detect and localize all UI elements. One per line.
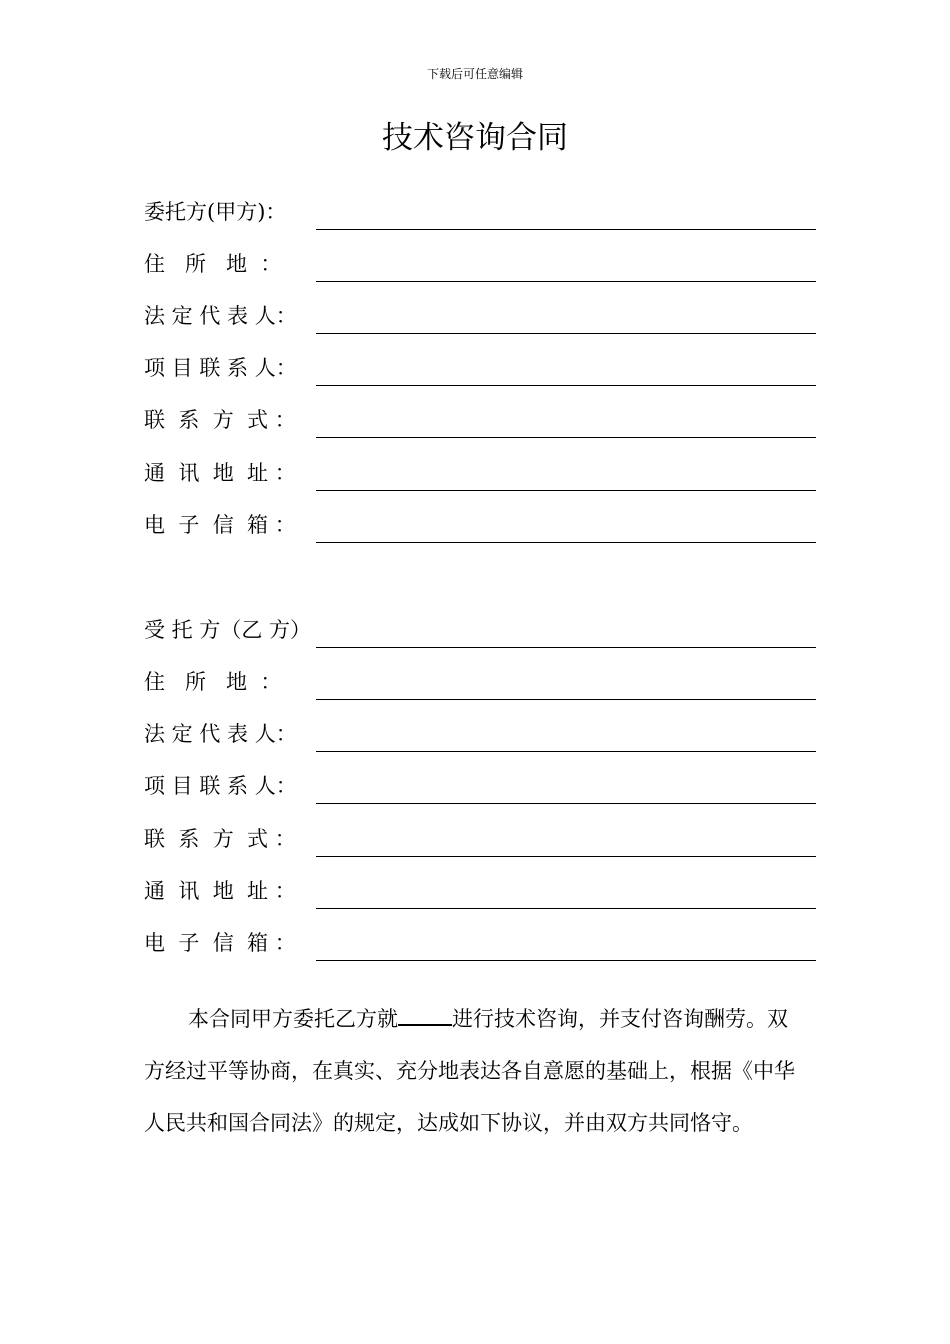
party-b-address-row — [144, 664, 816, 700]
party-a-mailing-address-line — [316, 490, 816, 491]
party-b-address-line — [316, 699, 816, 700]
party-b-mailing-address-row — [144, 873, 816, 909]
party-b-email-label: 电 子 信 箱 ： — [144, 931, 296, 955]
party-b-mailing-address-line — [316, 908, 816, 909]
party-b-contact-method-line — [316, 856, 816, 857]
party-b-legal-rep-label: 法 定 代 表 人： — [144, 722, 297, 746]
party-b-contractor-line — [316, 647, 816, 648]
party-b-contractor-row — [144, 612, 816, 648]
party-a-address-line — [316, 281, 816, 282]
contract-preamble — [144, 993, 804, 1149]
party-a-contact-person-label: 项 目 联 系 人： — [144, 356, 297, 380]
party-a-legal-rep-line — [316, 333, 816, 334]
party-b-mailing-address-label: 通 讯 地 址 ： — [144, 879, 296, 903]
party-b-address-label: 住 所 地 ： — [144, 670, 282, 694]
party-a-email-row — [144, 507, 816, 543]
party-a-client-label: 委托方(甲方)： — [144, 200, 287, 224]
party-b-legal-rep-line — [316, 751, 816, 752]
party-a-contact-method-label: 联 系 方 式 ： — [144, 408, 296, 432]
party-a-legal-rep-row — [144, 298, 816, 334]
consulting-subject-blank — [398, 1002, 452, 1026]
document-title: 技术咨询合同 — [382, 120, 568, 156]
preamble-text-start: 本合同甲方委托乙方就 — [188, 1007, 398, 1031]
party-a-mailing-address-label: 通 讯 地 址 ： — [144, 461, 296, 485]
party-a-mailing-address-row — [144, 455, 816, 491]
party-a-email-line — [316, 542, 816, 543]
party-b-contact-method-label: 联 系 方 式 ： — [144, 827, 296, 851]
party-b-contractor-label: 受 托 方（乙 方） — [144, 618, 312, 642]
party-b-email-row — [144, 925, 816, 961]
party-b-contact-person-label: 项 目 联 系 人： — [144, 774, 297, 798]
party-a-email-label: 电 子 信 箱 ： — [144, 513, 296, 537]
party-a-legal-rep-label: 法 定 代 表 人： — [144, 304, 297, 328]
header-note: 下载后可任意编辑 — [426, 67, 523, 81]
party-a-address-row — [144, 246, 816, 282]
preamble-text-end: 进行技术咨询，并支付咨询酬劳。双方经过平等协商，在真实、充分地表达各自意愿的基础上，根据《中华人民共和国合同法》的规定，达成如下协议，并由双方共同恪守。 — [144, 1007, 795, 1135]
party-a-client-row — [144, 194, 816, 230]
party-a-address-label: 住 所 地 ： — [144, 252, 282, 276]
party-a-contact-person-line — [316, 385, 816, 386]
party-a-client-line — [316, 229, 816, 230]
party-b-legal-rep-row — [144, 716, 816, 752]
party-a-contact-method-line — [316, 437, 816, 438]
party-b-contact-person-line — [316, 803, 816, 804]
party-b-contact-person-row — [144, 768, 816, 804]
party-b-contact-method-row — [144, 821, 816, 857]
party-a-contact-person-row — [144, 350, 816, 386]
party-a-contact-method-row — [144, 402, 816, 438]
party-b-email-line — [316, 960, 816, 961]
